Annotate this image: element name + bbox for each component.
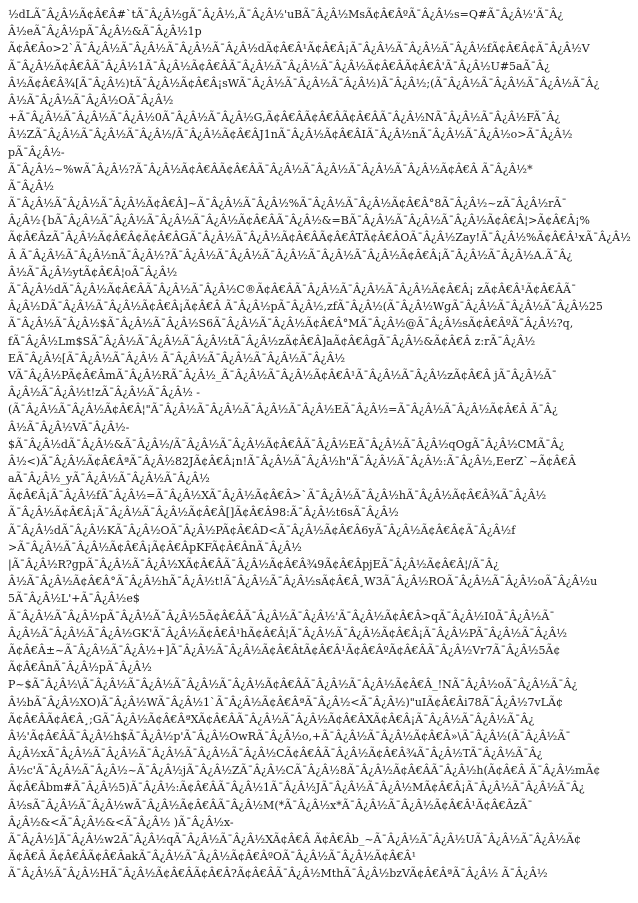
text-line: ½dLÃ¯Â¿Â½Ã¢Â€Â#`tÃ¯Â¿Â½gÃ¯Â¿Â½,Ã¯Â¿Â½'uBÃ¯Â¿Â½MsÃ¢Â€ÂºÃ¯Â¿Â½s=Q#Ã¯Â¿Â½'Ã¯Â¿ [8,8,564,21]
text-line: Â½Ã¢Â€Â¾[Ã¯Â¿Â½)tÃ¯Â¿Â½Ã¢Â€Â¡sWÃ¯Â¿Â½Ã¯Â¿Â½Ã¯Â¿Â½)Ã¯Â¿Â½;(Ã¯Â¿Â½Ã¯Â¿Â½Ã¯Â¿Â½Ã¯Â¿ [8,76,600,90]
text-line: Ã¯Â¿Â½Ã¢Â€ÂÃ¯Â¿Â½1Ã¯Â¿Â½Ã¢Â€ÂÃ¯Â¿Â½Ã¯Â¿Â½Ã¯Â¿Â½Ã¢Â€ÂÃ¢Â€Â'Ã¯Â¿Â½U#5aÃ¯Â¿ [8,59,550,73]
text-line: Â¿Â½DÃ¯Â¿Â½Ã¯Â¿Â½Ã¢Â€Â¡Ã¢Â€Â Ã¯Â¿Â½pÃ¯Â¿Â½,zfÃ¯Â¿Â½(Ã¯Â¿Â½WgÃ¯Â¿Â½Ã¯Â¿Â½Ã¯Â¿Â½25 [8,300,603,314]
text-line: Â½<)Ã¯Â¿Â½Ã¢Â€ÂªÃ¯Â¿Â½82JÃ¢Â€Â¡n!Ã¯Â¿Â½Ã¯Â¿Â½h"Ã¯Â¿Â½Ã¯Â¿Â½:Ã¯Â¿Â½,EerZ`~Ã¢Â€Â [8,454,576,468]
text-line: (Ã¯Â¿Â½Ã¯Â¿Â½Ã¢Â€Â¦"Ã¯Â¿Â½Ã¯Â¿Â½Ã¯Â¿Â½Ã¯Â¿Â½EÃ¯Â¿Â½=Ã¯Â¿Â½Ã¯Â¿Â½Ã¢Â€Â Ã¯Â¿ [8,403,558,417]
text-line: VÃ¯Â¿Â½PÃ¢Â€ÂmÃ¯Â¿Â½RÃ¯Â¿Â½_Ã¯Â¿Â½Ã¯Â¿Â½Ã¢Â€Â¹Ã¯Â¿Â½Ã¯Â¿Â½zÃ¢Â€Â jÃ¯Â¿Â½Ã¯ [8,368,557,382]
text-line: Ã¢Â€ÂzÃ¯Â¿Â½Ã¢Â€Â¢Ã¢Â€ÂGÃ¯Â¿Â½Ã¯Â¿Â½Ã¢Â€ÂÃ¢Â€ÂTÃ¢Â€ÂOÃ¯Â¿Â½Zay!Ã¯Â¿Â½%Ã¢Â€Â¹xÃ¯Â¿Â½ [8,231,631,245]
text-line: Ã¯Â¿Â½Ã¯Â¿Â½pÃ¯Â¿Â½Ã¯Â¿Â½5Ã¢Â€ÂÃ¯Â¿Â½Ã¯Â¿Â½'Ã¯Â¿Â½Ã¢Â€Â>qÃ¯Â¿Â½I0Ã¯Â¿Â½Ã¯ [8,609,555,623]
text-line: fÃ¯Â¿Â½Lm$SÃ¯Â¿Â½Ã¯Â¿Â½Ã¯Â¿Â½tÃ¯Â¿Â½zÃ¢Â€Â]aÃ¢Â€ÂgÃ¯Â¿Â½&Ã¢Â€Â z:rÃ¯Â¿Â½ [8,334,536,348]
text-line: Â½bÃ¯Â¿Â½XO)Ã¯Â¿Â½WÃ¯Â¿Â½1`Ã¯Â¿Â½Ã¢Â€ÂªÃ¯Â¿Â½<Ã¯Â¿Â½)"uIÃ¢Â€Âi78Ã¯Â¿Â½7vLÃ¢ [8,695,563,709]
text-line: Â¿Â½&<Ã¯Â¿Â½&<Ã¯Â¿Â½ )Ã¯Â¿Â½x- [8,815,234,829]
text-line: Â½sÃ¯Â¿Â½Ã¯Â¿Â½wÃ¯Â¿Â½Ã¢Â€ÂÃ¯Â¿Â½M(*Ã¯Â¿Â½x*Ã¯Â¿Â½Ã¯Â¿Â½Ã¢Â€Â¹Ã¢Â€ÂzÃ¯ [8,798,533,812]
text-line: Â½'Ã¢Â€ÂÃ¯Â¿Â½h$Ã¯Â¿Â½p'Ã¯Â¿Â½OwRÃ¯Â¿Â½o,+Ã¯Â¿Â½Ã¯Â¿Â½Ã¢Â€Â»\Ã¯Â¿Â½(Ã¯Â¿Â½Ã¯ [8,729,571,743]
text-line: Â½c'Ã¯Â¿Â½Ã¯Â¿Â½~Ã¯Â¿Â½jÃ¯Â¿Â½ZÃ¯Â¿Â½CÃ¯Â¿Â½8Ã¯Â¿Â½Ã¢Â€ÂÃ¯Â¿Â½h(Ã¢Â€Â Ã¯Â¿Â½mÃ¢ [8,764,601,778]
text-line: Â¿Â½{bÃ¯Â¿Â½Ã¯Â¿Â½Ã¯Â¿Â½Ã¯Â¿Â½Ã¢Â€ÂÃ¯Â¿Â½&=BÃ¯Â¿Â½Ã¯Â¿Â½Ã¯Â¿Â½Ã¢Â€Â¦>Ã¢Â€Â¡% [8,214,590,228]
text-line: $Ã¯Â¿Â½dÃ¯Â¿Â½&Ã¯Â¿Â½/Ã¯Â¿Â½Ã¯Â¿Â½Ã¢Â€ÂÃ¯Â¿Â½EÃ¯Â¿Â½Ã¯Â¿Â½qOgÃ¯Â¿Â½CMÃ¯Â¿ [8,437,565,451]
text-line: Â½Ã¯Â¿Â½ytÃ¢Â€Â¦oÃ¯Â¿Â½ [8,265,178,279]
text-line: Â½eÃ¯Â¿Â½pÃ¯Â¿Â½&Ã¯Â¿Â½1p [8,25,202,39]
text-line: |Ã¯Â¿Â½R?gpÃ¯Â¿Â½Ã¯Â¿Â½XÃ¢Â€ÂÃ¯Â¿Â½Ã¢Â€Â¾9Ã¢Â€ÂpjEÃ¯Â¿Â½Ã¢Â€Â¦/Ã¯Â¿ [8,558,500,571]
text-line: Ã¢Â€Â¡Ã¯Â¿Â½fÃ¯Â¿Â½=Ã¯Â¿Â½XÃ¯Â¿Â½Ã¢Â€Â>`Ã¯Â¿Â½Ã¯Â¿Â½hÃ¯Â¿Â½Ã¢Â€Â¾Ã¯Â¿Â½ [8,489,547,503]
text-line: Â½Ã¯Â¿Â½Ã¯Â¿Â½OÃ¯Â¿Â½ [8,93,174,107]
text-line: Â¿Â½Ã¯Â¿Â½Ã¯Â¿Â½GK'Ã¯Â¿Â½Ã¢Â€Â¹hÃ¢Â€Â¦Ã¯Â¿Â½Ã¯Â¿Â½Ã¢Â€Â¡Ã¯Â¿Â½PÃ¯Â¿Â½Ã¯Â¿Â½ [8,626,568,640]
text-line: >Ã¯Â¿Â½Ã¯Â¿Â½Ã¢Â€Â¡Ã¢Â€ÂpKFÃ¢Â€ÂnÃ¯Â¿Â½ [8,540,302,554]
text-line: Â¿Â½xÃ¯Â¿Â½Ã¯Â¿Â½Ã¯Â¿Â½Ã¯Â¿Â½Ã¯Â¿Â½CÃ¢Â€ÂÃ¯Â¿Â½Ã¢Â€Â¾Ã¯Â¿Â½TÃ¯Â¿Â½Ã¯Â¿ [8,747,543,761]
text-line: Ã¯Â¿Â½Ã¯Â¿Â½Ã¯Â¿Â½Ã¢Â€Â]~Ã¯Â¿Â½Ã¯Â¿Â½%Ã¯Â¿Â½Ã¯Â¿Â½Ã¢Â€Â°8Ã¯Â¿Â½~zÃ¯Â¿Â½rÃ¯ [8,197,567,211]
text-line: Ã¢Â€Â Ã¢Â€ÂÃ¢Â€ÂakÃ¯Â¿Â½Ã¯Â¿Â½Ã¢Â€ÂºOÃ¯Â¿Â½Ã¯Â¿Â½Ã¢Â€Â¹ [8,850,417,864]
text-line: aÃ¯Â¿Â½_yÃ¯Â¿Â½Ã¯Â¿Â½Ã¯Â¿Â½ [8,472,210,486]
text-line: +Ã¯Â¿Â½Ã¯Â¿Â½Ã¯Â¿Â½0Ã¯Â¿Â½Ã¯Â¿Â½G,Ã¢Â€ÂÃ¢Â€ÂÃ¢Â€ÂÃ¯Â¿Â½NÃ¯Â¿Â½Ã¯Â¿Â½FÃ¯Â¿ [8,111,561,125]
text-line: Ã¢Â€ÂÃ¢Â€Â¸;GÃ¯Â¿Â½Ã¢Â€ÂªXÃ¢Â€ÂÃ¯Â¿Â½Ã¯Â¿Â½Ã¢Â€ÂXÃ¢Â€Â¡Ã¯Â¿Â½Ã¯Â¿Â½Ã¯Â¿ [8,712,535,726]
text-line: Ã¢Â€ÂnÃ¯Â¿Â½pÃ¯Â¿Â½ [8,661,152,675]
text-line: pÃ¯Â¿Â½- [8,145,65,159]
text-line: P~$Ã¯Â¿Â½\Ã¯Â¿Â½Ã¯Â¿Â½Ã¯Â¿Â½Ã¯Â¿Â½Ã¢Â€ÂÃ¯Â¿Â½Ã¯Â¿Â½Ã¢Â€Â_!NÃ¯Â¿Â½oÃ¯Â¿Â½Ã¯Â¿ [8,678,578,692]
text-line: Â¿Â½Ã¯Â¿Â½t!zÃ¯Â¿Â½Ã¯Â¿Â½ - [8,386,200,400]
text-line: Ã¯Â¿Â½Ã¯Â¿Â½$Ã¯Â¿Â½Ã¯Â¿Â½S6Ã¯Â¿Â½Ã¯Â¿Â½Ã¢Â€Â°MÃ¯Â¿Â½@Ã¯Â¿Â½sÃ¢Â€ÂºÃ¯Â¿Â½?q, [8,317,574,331]
text-line: Ã¢Â€Â±~Ã¯Â¿Â½Ã¯Â¿Â½+]Ã¯Â¿Â½Ã¯Â¿Â½Ã¢Â€ÂtÃ¢Â€Â¹Ã¢Â€ÂºÃ¢Â€ÂÃ¯Â¿Â½Vr7Ã¯Â¿Â½5Ã¢ [8,643,561,657]
text-line: EÃ¯Â¿Â½[Ã¯Â¿Â½Ã¯Â¿Â½ Ã¯Â¿Â½Ã¯Â¿Â½Ã¯Â¿Â½Ã¯Â¿Â½ [8,351,346,365]
text-line: 5Ã¯Â¿Â½L'+Ã¯Â¿Â½e$ [8,592,140,606]
text-line: Â½Ã¯Â¿Â½Ã¢Â€Â°Ã¯Â¿Â½hÃ¯Â¿Â½t!Ã¯Â¿Â½Ã¯Â¿Â½sÃ¢Â€Â¸W3Ã¯Â¿Â½ROÃ¯Â¿Â½Ã¯Â¿Â½oÃ¯Â¿Â½u [8,575,598,589]
text-line: Â½Ã¯Â¿Â½VÃ¯Â¿Â½- [8,420,130,434]
text-line: Ã¯Â¿Â½]Ã¯Â¿Â½w2Ã¯Â¿Â½qÃ¯Â¿Â½Ã¯Â¿Â½XÃ¢Â€Â Ã¢Â€Âb_~Ã¯Â¿Â½Ã¯Â¿Â½UÃ¯Â¿Â½Ã¯Â¿Â½Ã¢ [8,833,581,846]
text-line: Â½ZÃ¯Â¿Â½Ã¯Â¿Â½Ã¯Â¿Â½/Ã¯Â¿Â½Ã¢Â€ÂJ1nÃ¯Â¿Â½Ã¢Â€ÂIÃ¯Â¿Â½nÃ¯Â¿Â½Ã¯Â¿Â½o>Ã¯Â¿Â½ [8,128,573,142]
text-line: Â Ã¯Â¿Â½Ã¯Â¿Â½nÃ¯Â¿Â½?Ã¯Â¿Â½Ã¯Â¿Â½Ã¯Â¿Â½Ã¯Â¿Â½Ã¯Â¿Â½Ã¢Â€Â¡Ã¯Â¿Â½Ã¯Â¿Â½A.Ã¯Â¿ [8,248,573,262]
text-line: Ã¯Â¿Â½Ã¯Â¿Â½HÃ¯Â¿Â½Ã¢Â€ÂÃ¢Â€Â?Ã¢Â€ÂÃ¯Â¿Â½MthÃ¯Â¿Â½bzVÃ¢Â€ÂªÃ¯Â¿Â½ Ã¯Â¿Â½ [8,867,548,881]
text-line: Ã¢Â€Âo>2`Ã¯Â¿Â½Ã¯Â¿Â½Ã¯Â¿Â½Ã¯Â¿Â½dÃ¢Â€Â¹Ã¢Â€Â¡Ã¯Â¿Â½Ã¯Â¿Â½Ã¯Â¿Â½fÃ¢Â€Â¢Ã¯Â¿Â½V [8,42,590,56]
text-line: Ã¯Â¿Â½Ã¢Â€Â¡Ã¯Â¿Â½Ã¯Â¿Â½Ã¢Â€Â[]Ã¢Â€Â98:Ã¯Â¿Â½t6sÃ¯Â¿Â½ [8,506,399,520]
text-line: Ã¯Â¿Â½dÃ¯Â¿Â½Ã¢Â€ÂÃ¯Â¿Â½Ã¯Â¿Â½C®Ã¢Â€ÂÃ¯Â¿Â½Ã¯Â¿Â½Ã¯Â¿Â½Ã¢Â€Â¡ zÃ¢Â€Â¹Ã¢Â€ÂÃ¯ [8,283,577,296]
text-line: Ã¯Â¿Â½ [8,179,54,193]
text-line: Ã¯Â¿Â½~%wÃ¯Â¿Â½?Ã¯Â¿Â½Ã¢Â€ÂÃ¢Â€ÂÃ¯Â¿Â½Ã¯Â¿Â½Ã¯Â¿Â½Ã¯Â¿Â½Ã¢Â€Â Ã¯Â¿Â½* [8,162,533,176]
text-line: Ã¢Â€Âbm#Ã¯Â¿Â½5)Ã¯Â¿Â½:Ã¢Â€ÂÃ¯Â¿Â½1Ã¯Â¿Â½JÃ¯Â¿Â½Ã¯Â¿Â½MÃ¢Â€Â¡Ã¯Â¿Â½Ã¯Â¿Â½Ã¯Â¿ [8,781,585,795]
text-line: Ã¯Â¿Â½dÃ¯Â¿Â½KÃ¯Â¿Â½OÃ¯Â¿Â½PÃ¢Â€ÂD<Ã¯Â¿Â½Ã¢Â€Â6yÃ¯Â¿Â½Ã¢Â€Â¢Ã¯Â¿Â½f [8,523,516,537]
